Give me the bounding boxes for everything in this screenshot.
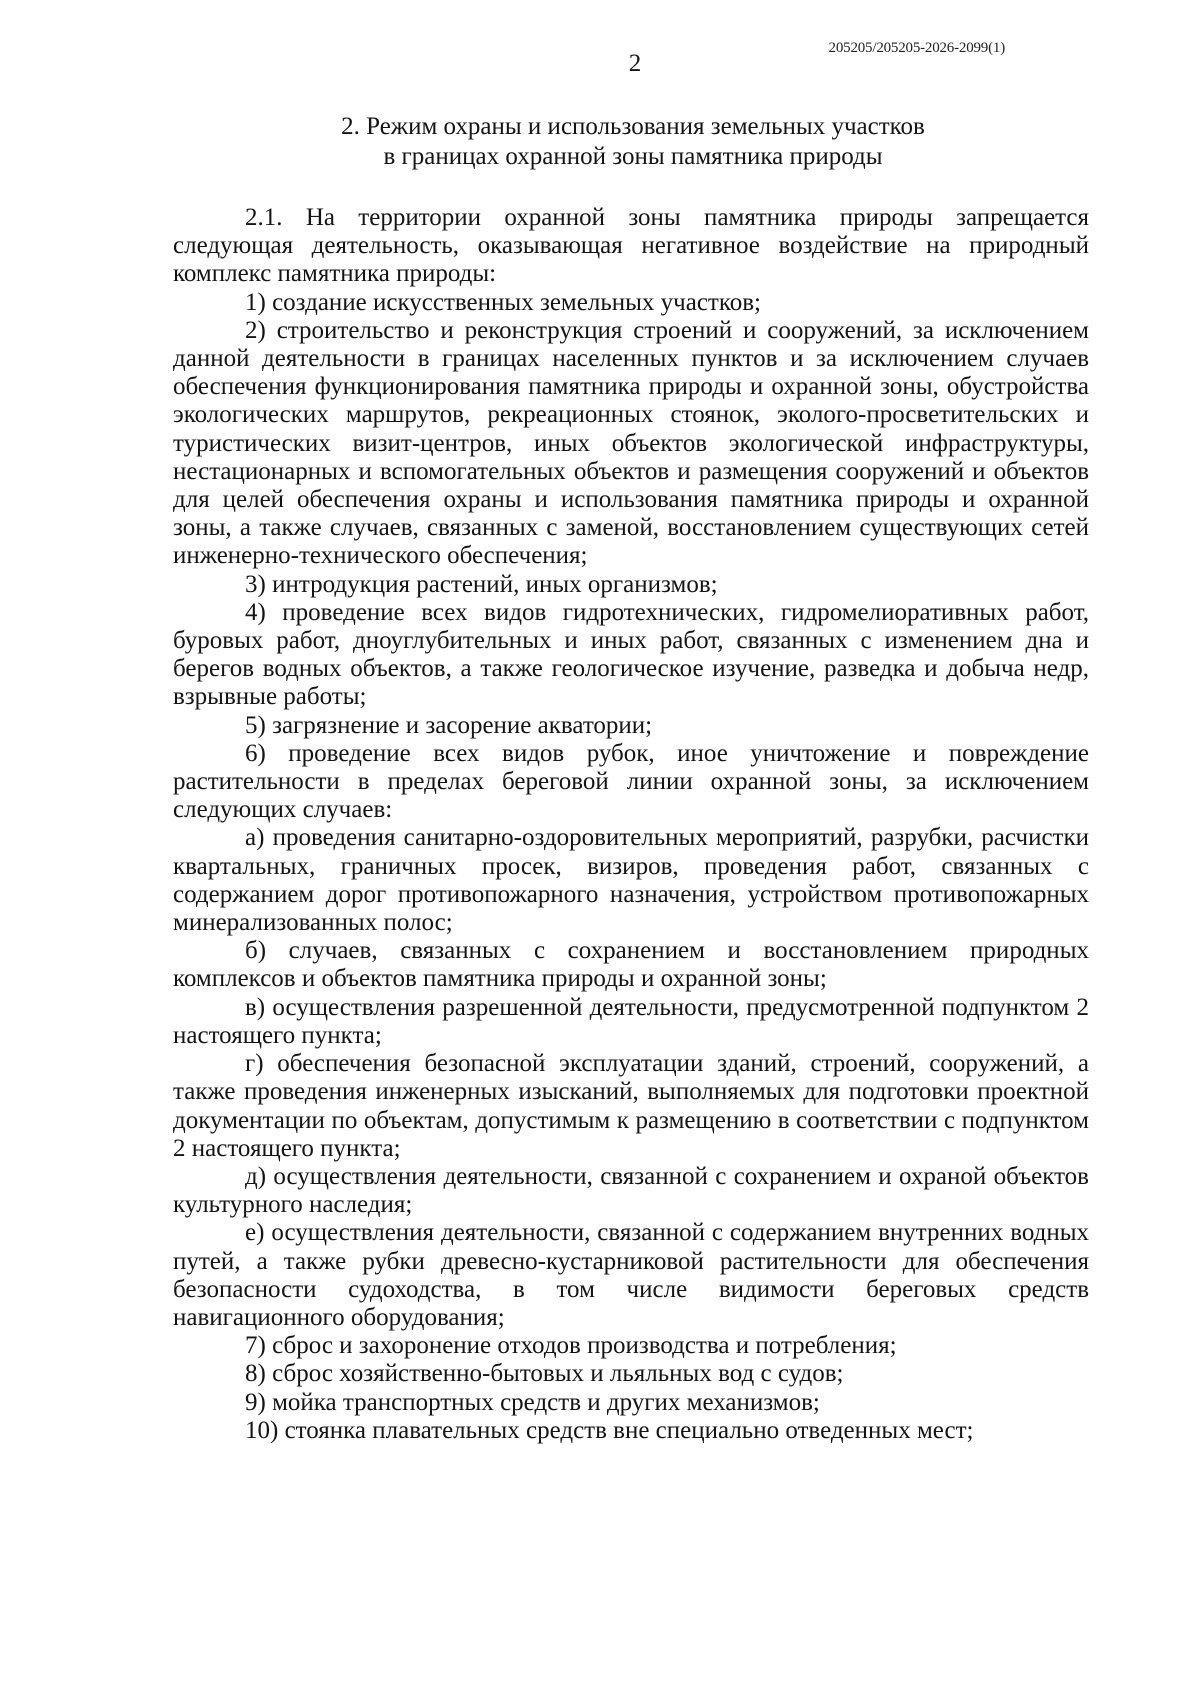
sub-item-v: в) осуществления разрешенной деятельности, предусмотренной подпунктом 2 настоящего пункта; — [173, 993, 1089, 1049]
list-item-5: 5) загрязнение и засорение акватории; — [245, 711, 653, 739]
list-item-10: 10) стоянка плавательных средств вне специально отведенных мест; — [245, 1416, 974, 1444]
document-body — [173, 204, 1089, 1445]
sub-item-b: б) случаев, связанных с сохранением и восстановлением природных комплексов и объектов памятника природы и охранной зоны; — [173, 937, 1089, 993]
sub-item-a: а) проведения санитарно-оздоровительных мероприятий, разрубки, расчистки квартальных, граничных просек, визиров, проведения работ, связанных с содержанием дорог противопожарного назначения, устройством противопожарных минерализованных полос; — [173, 824, 1089, 937]
section-title — [173, 112, 1093, 172]
list-item-9: 9) мойка транспортных средств и других механизмов; — [245, 1388, 820, 1416]
list-item-4: 4) проведение всех видов гидротехнических, гидромелиоративных работ, буровых работ, дноуглубительных и иных работ, связанных с изменением дна и берегов водных объектов, а также геологическое изучение, разведка и добыча недр, взрывные работы; — [173, 598, 1089, 711]
paragraph-2-1-intro: 2.1. На территории охранной зоны памятника природы запрещается следующая деятельность, оказывающая негативное воздействие на природный комплекс памятника природы: — [173, 204, 1089, 288]
list-item-1: 1) создание искусственных земельных участков; — [245, 288, 761, 316]
section-title-line-2: в границах охранной зоны памятника природы — [383, 143, 883, 170]
list-item-8: 8) сброс хозяйственно-бытовых и льяльных вод с судов; — [245, 1360, 844, 1388]
list-item-6: 6) проведение всех видов рубок, иное уничтожение и повреждение растительности в пределах береговой линии охранной зоны, за исключением следующих случаев: — [173, 739, 1089, 824]
sub-item-e: е) осуществления деятельности, связанной с содержанием внутренних водных путей, а также рубки древесно-кустарниковой растительности для обеспечения безопасности судоходства, в том числе видимости береговых средств навигационного оборудования; — [173, 1219, 1089, 1331]
section-title-line-1: 2. Режим охраны и использования земельных участков — [341, 113, 925, 140]
list-item-3: 3) интродукция растений, иных организмов; — [245, 570, 718, 598]
sub-item-d: д) осуществления деятельности, связанной с сохранением и охраной объектов культурного наследия; — [173, 1162, 1089, 1219]
page-number: 2 — [628, 50, 642, 77]
list-item-2: 2) строительство и реконструкция строений и сооружений, за исключением данной деятельности в границах населенных пунктов и за исключением случаев обеспечения функционирования памятника природы и охранной зоны, обустройства экологических маршрутов, рекреационных стоянок, эколого-просветительских и туристических визит-центров, иных объектов экологической инфраструктуры, нестационарных и вспомогательных объектов и размещения сооружений и объектов для целей обеспечения охраны и использования памятника природы и охранной зоны, а также случаев, связанных с заменой, восстановлением существующих сетей инженерно-технического обеспечения; — [173, 316, 1089, 570]
document-number: 205205/205205-2026-2099(1) — [828, 40, 1005, 56]
list-item-7: 7) сброс и захоронение отходов производства и потребления; — [245, 1332, 897, 1360]
sub-item-g: г) обеспечения безопасной эксплуатации зданий, строений, сооружений, а также проведения инженерных изысканий, выполняемых для подготовки проектной документации по объектам, допустимым к размещению в соответствии с подпунктом 2 настоящего пункта; — [173, 1050, 1089, 1162]
